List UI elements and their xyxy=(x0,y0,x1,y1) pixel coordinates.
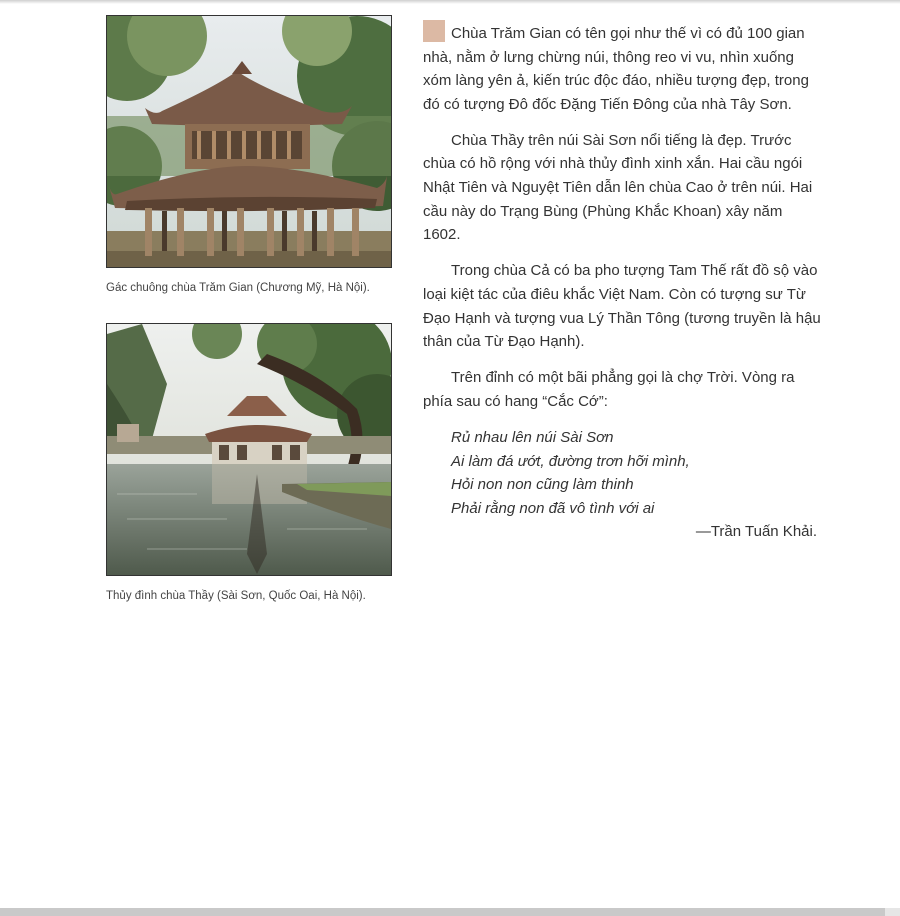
water-pavilion-caption: Thủy đình chùa Thầy (Sài Sơn, Quốc Oai, Hà Nội). xyxy=(106,590,366,602)
poem-author: —Trần Tuấn Khải. xyxy=(695,523,817,541)
paragraph-1-text: Chùa Trăm Gian có tên gọi như thế vì có đủ 100 gian nhà, nằm ở lưng chừng núi, thông reo vi vu, nhìn xuống xóm làng yên ả, kiến trúc độc đáo, nhiều tượng đẹp, trong đó có tượng Đô đốc Đặng Tiến Đông của nhà Tây Sơn. xyxy=(423,25,809,113)
bell-tower-photo xyxy=(106,15,392,268)
water-pavilion-photo xyxy=(106,323,392,576)
horizontal-scrollbar[interactable] xyxy=(0,908,900,916)
scrollbar-thumb[interactable] xyxy=(885,908,900,916)
poem-line: Ai làm đá ướt, đường trơn hỡi mình, xyxy=(451,452,690,470)
poem xyxy=(423,426,823,520)
page-top-edge xyxy=(0,0,900,4)
paragraph-1 xyxy=(423,20,823,116)
article-text xyxy=(423,20,823,544)
paragraph-2: Chùa Thầy trên núi Sài Sơn nổi tiếng là đẹp. Trước chùa có hồ rộng với nhà thủy đình xinh xắn. Hai cầu ngói Nhật Tiên và Nguyệt Tiên dẫn lên chùa Cao ở trên núi. Hai cầu này do Trạng Bùng (Phùng Khắc Khoan) xây năm 1602. xyxy=(423,131,813,244)
poem-line: Rủ nhau lên núi Sài Sơn xyxy=(451,428,614,446)
poem-line: Phải rằng non đã vô tình với ai xyxy=(451,499,655,517)
bell-tower-caption: Gác chuông chùa Trăm Gian (Chương Mỹ, Hà Nội). xyxy=(106,282,370,294)
section-marker xyxy=(423,20,445,42)
paragraph-3: Trong chùa Cả có ba pho tượng Tam Thế rất đồ sộ vào loại kiệt tác của điêu khắc Việt Nam. Còn có tượng sư Từ Đạo Hạnh và tượng vua Lý Thần Tông (tương truyền là hậu thân của Từ Đạo Hạnh). xyxy=(423,262,821,351)
paragraph-4: Trên đỉnh có một bãi phẳng gọi là chợ Trời. Vòng ra phía sau có hang “Cắc Cớ”: xyxy=(423,369,795,410)
poem-line: Hỏi non non cũng làm thinh xyxy=(451,476,634,494)
